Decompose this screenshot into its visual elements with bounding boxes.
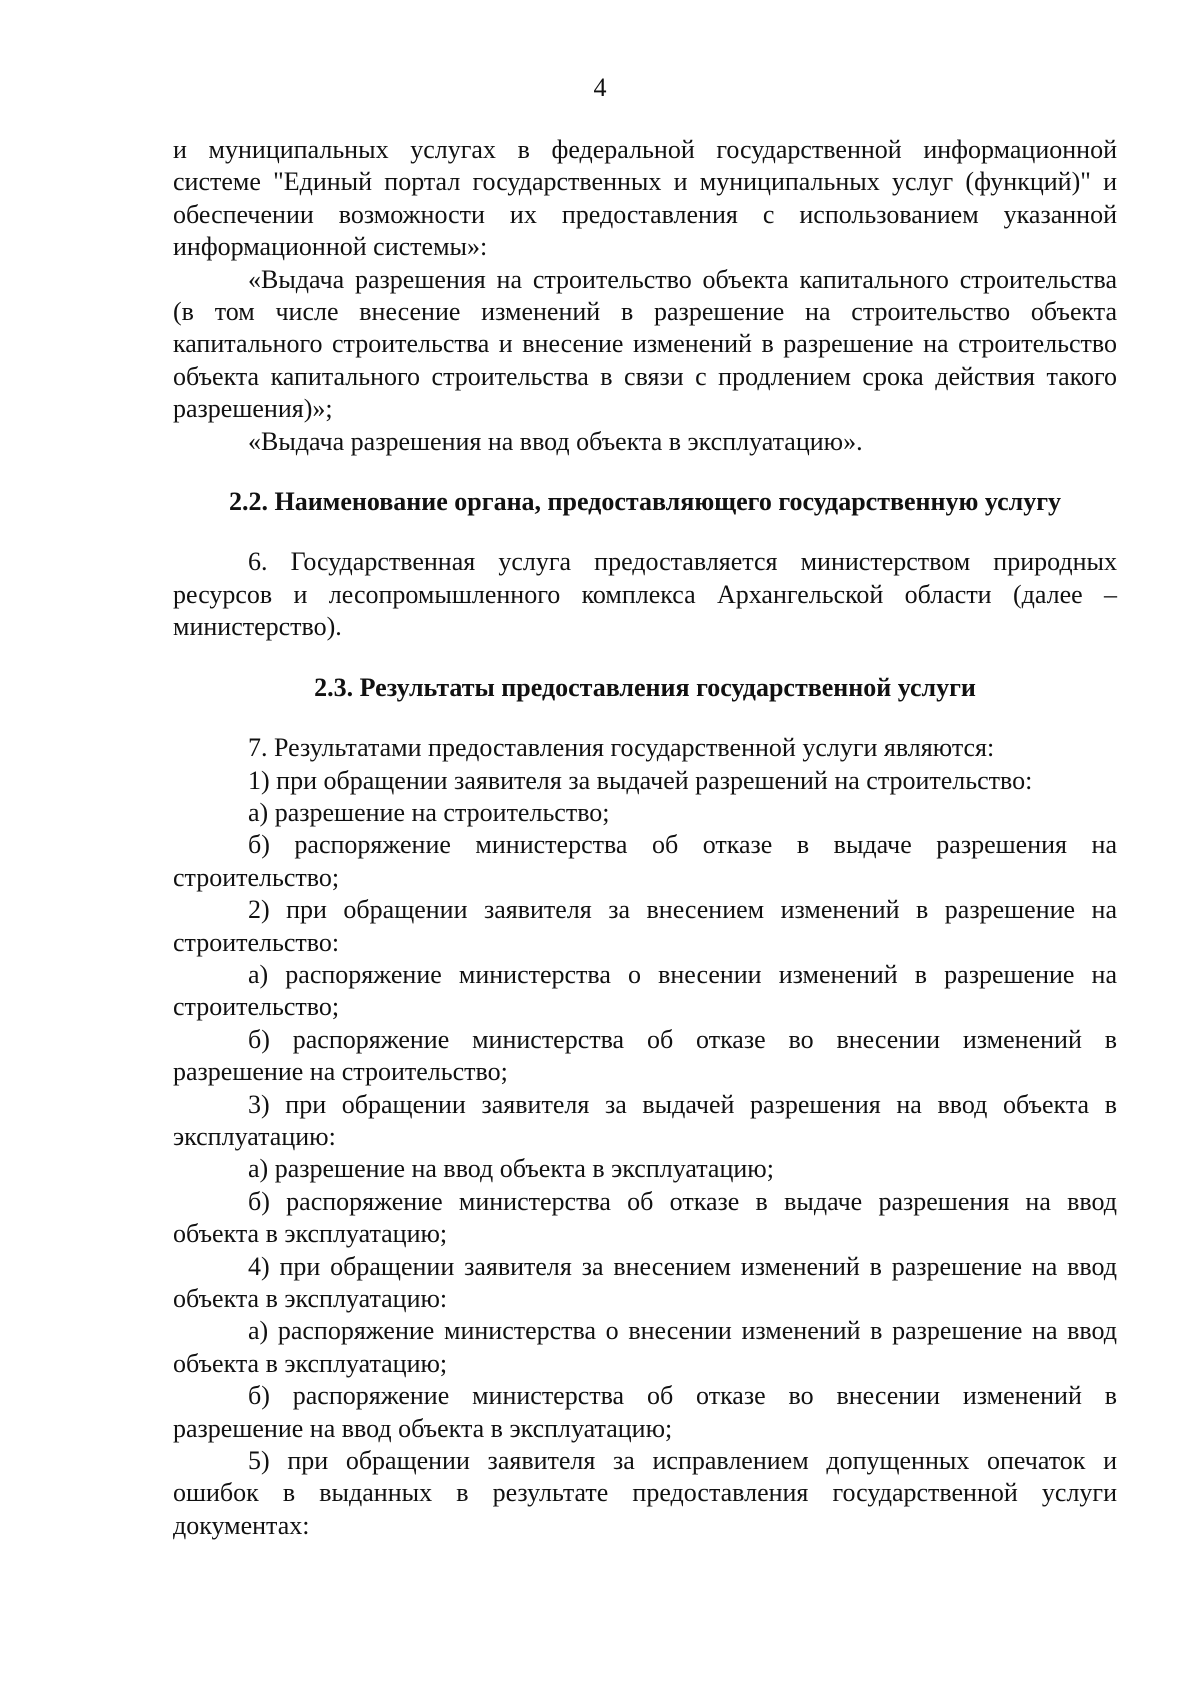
- list-item: а) распоряжение министерства о внесении изменений в разрешение на строительство;: [173, 959, 1117, 1022]
- page-number: 4: [593, 73, 607, 102]
- section-heading-2-3: 2.3. Результаты предоставления государственной услуги: [314, 672, 976, 702]
- list-item: б) распоряжение министерства об отказе в выдаче разрешения на строительство;: [173, 830, 1117, 892]
- list-item: 2) при обращении заявителя за внесением изменений в разрешение на строительство:: [173, 895, 1117, 957]
- list-item: б) распоряжение министерства об отказе в выдаче разрешения на ввод объекта в эксплуатацию;: [173, 1186, 1117, 1249]
- section-heading-2-2: 2.2. Наименование органа, предоставляющего государственную услугу: [228, 487, 1062, 517]
- paragraph: «Выдача разрешения на ввод объекта в эксплуатацию».: [248, 426, 863, 456]
- list-item: 4) при обращении заявителя за внесением изменений в разрешение на ввод объекта в эксплуатацию:: [173, 1251, 1117, 1313]
- paragraph: 6. Государственная услуга предоставляется министерством природных ресурсов и лесопромышленного комплекса Архангельской области (далее – министерство).: [173, 547, 1117, 642]
- list-item: а) разрешение на ввод объекта в эксплуатацию;: [248, 1154, 774, 1184]
- list-item: 3) при обращении заявителя за выдачей разрешения на ввод объекта в эксплуатацию:: [173, 1089, 1117, 1151]
- list-item: 5) при обращении заявителя за исправлением допущенных опечаток и ошибок в выданных в результате предоставления государственной услуги документах:: [173, 1446, 1117, 1540]
- paragraph: 7. Результатами предоставления государственной услуги являются:: [248, 733, 995, 763]
- paragraph: «Выдача разрешения на строительство объекта капитального строительства (в том числе внесение изменений в разрешение на строительство объекта капитального строительства и внесение изменений в разрешение на строительство объекта капитального строительства в связи с продлением срока действия такого разрешения)»;: [173, 264, 1117, 424]
- list-item: 1) при обращении заявителя за выдачей разрешений на строительство:: [248, 765, 1033, 795]
- list-item: а) распоряжение министерства о внесении изменений в разрешение на ввод объекта в эксплуатацию;: [173, 1316, 1117, 1378]
- document-body: [173, 134, 1117, 1542]
- list-item: б) распоряжение министерства об отказе во внесении изменений в разрешение на строительство;: [173, 1024, 1117, 1087]
- list-item: а) разрешение на строительство;: [248, 797, 610, 827]
- paragraph: и муниципальных услугах в федеральной государственной информационной системе "Единый портал государственных и муниципальных услуг (функций)" и обеспечении возможности их предоставления с использованием указанной информационной системы»:: [173, 135, 1117, 262]
- list-item: б) распоряжение министерства об отказе во внесении изменений в разрешение на ввод объекта в эксплуатацию;: [173, 1381, 1117, 1443]
